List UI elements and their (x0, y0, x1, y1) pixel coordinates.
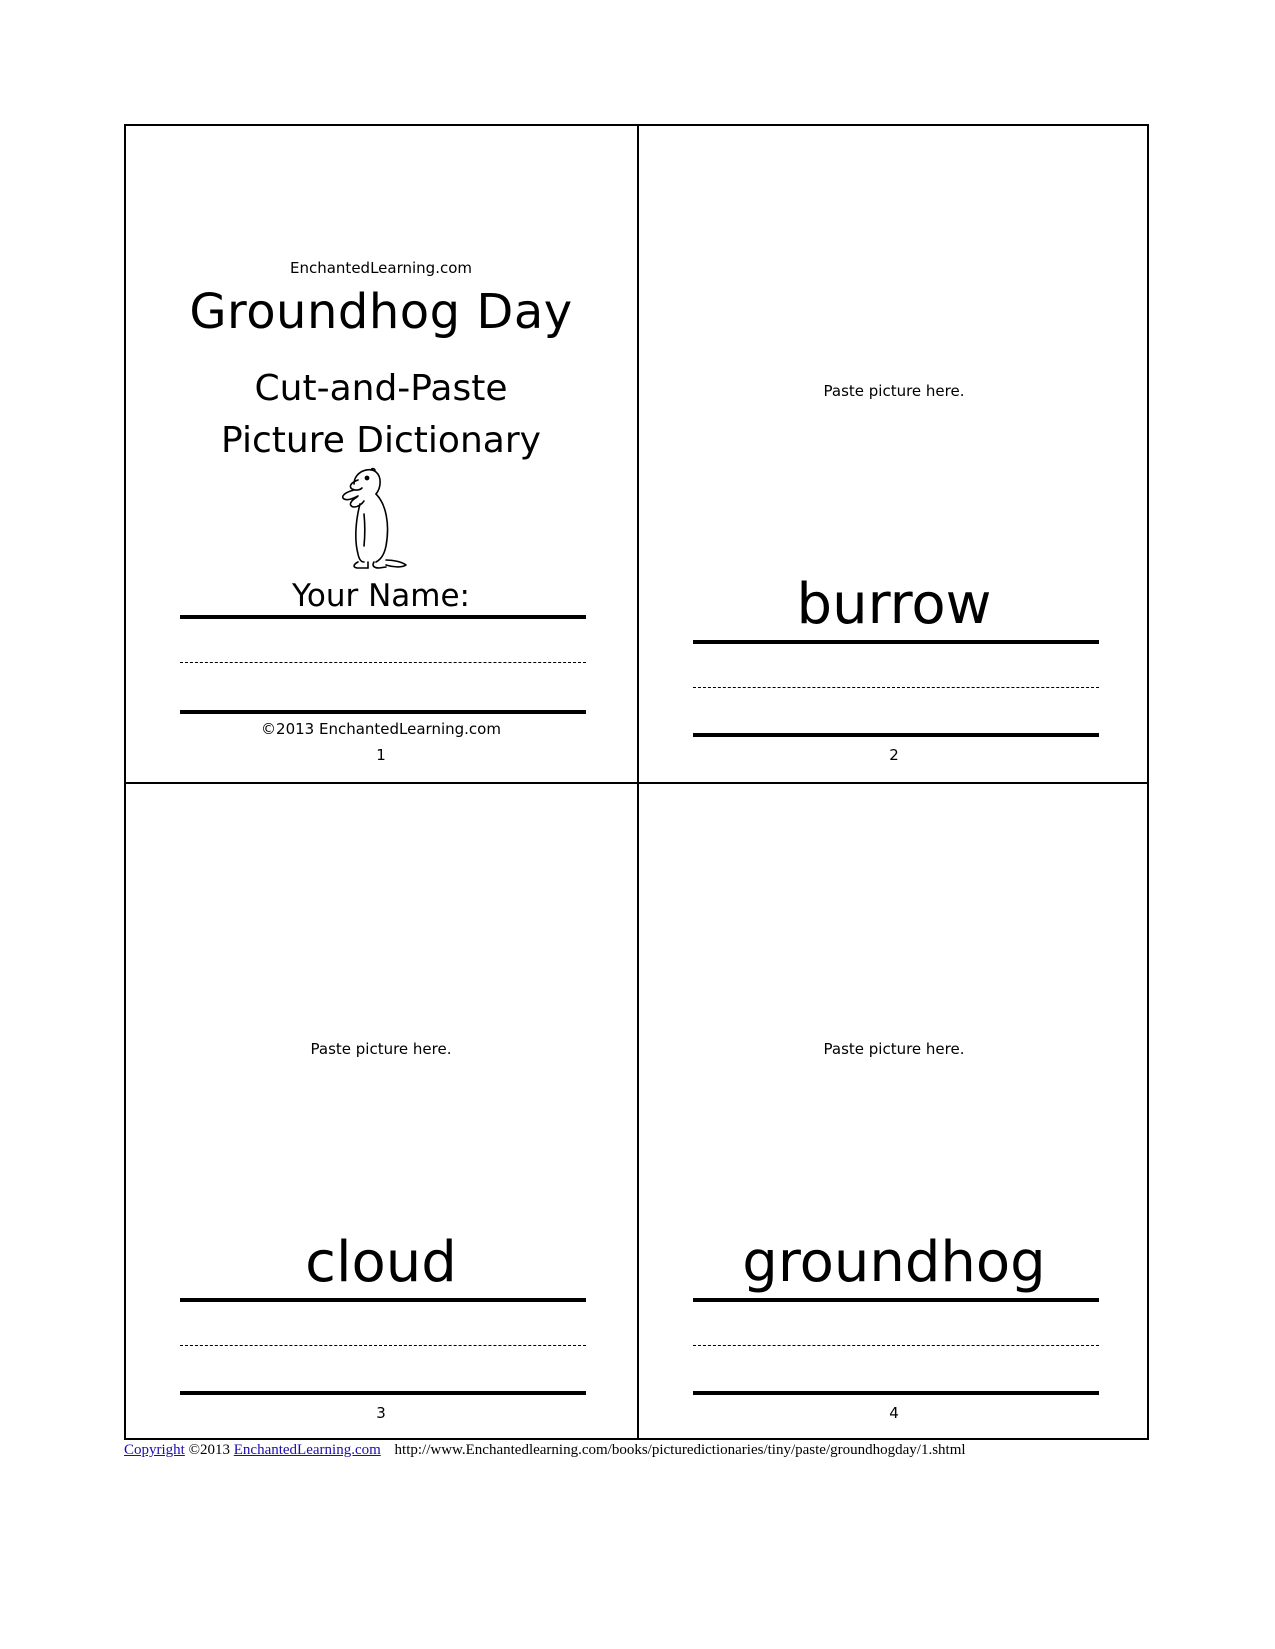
writing-line-dashed (180, 1345, 586, 1346)
page-number: 4 (889, 1404, 899, 1422)
cover-panel (126, 126, 636, 781)
groundhog-icon (324, 464, 419, 574)
word-panel-cloud (126, 784, 636, 1439)
name-line-top (180, 615, 586, 619)
writing-line-bottom (180, 1391, 586, 1395)
page-number: 1 (376, 746, 386, 764)
page-url: http://www.Enchantedlearning.com/books/picturedictionaries/tiny/paste/groundhogday/1.shtml (394, 1442, 966, 1458)
name-line-dashed (180, 662, 586, 663)
writing-line-top (693, 1298, 1099, 1302)
copyright-link[interactable]: Copyright (124, 1442, 185, 1458)
paste-picture-text: Paste picture here. (310, 1040, 452, 1058)
cover-title: Groundhog Day (189, 284, 573, 340)
dictionary-word: burrow (796, 572, 992, 637)
dictionary-word: groundhog (742, 1230, 1046, 1295)
cover-site-name: EnchantedLearning.com (290, 259, 472, 277)
word-panel-burrow (639, 126, 1149, 781)
page-number: 3 (376, 1404, 386, 1422)
paste-picture-text: Paste picture here. (823, 1040, 965, 1058)
your-name-label: Your Name: (292, 578, 470, 614)
writing-line-bottom (693, 733, 1099, 737)
cover-subtitle-line2: Picture Dictionary (221, 420, 541, 461)
writing-line-top (180, 1298, 586, 1302)
page-number: 2 (889, 746, 899, 764)
writing-line-dashed (693, 1345, 1099, 1346)
word-panel-groundhog (639, 784, 1149, 1439)
paste-picture-text: Paste picture here. (823, 382, 965, 400)
cover-subtitle-line1: Cut-and-Paste (254, 368, 508, 409)
site-link[interactable]: EnchantedLearning.com (233, 1442, 381, 1458)
page-footer (124, 1442, 966, 1459)
writing-line-bottom (693, 1391, 1099, 1395)
name-line-bottom (180, 710, 586, 714)
booklet-sheet (124, 124, 1149, 1440)
dictionary-word: cloud (305, 1230, 457, 1295)
writing-line-dashed (693, 687, 1099, 688)
writing-line-top (693, 640, 1099, 644)
footer-year: ©2013 (188, 1442, 230, 1458)
cover-copyright: ©2013 EnchantedLearning.com (261, 720, 501, 738)
